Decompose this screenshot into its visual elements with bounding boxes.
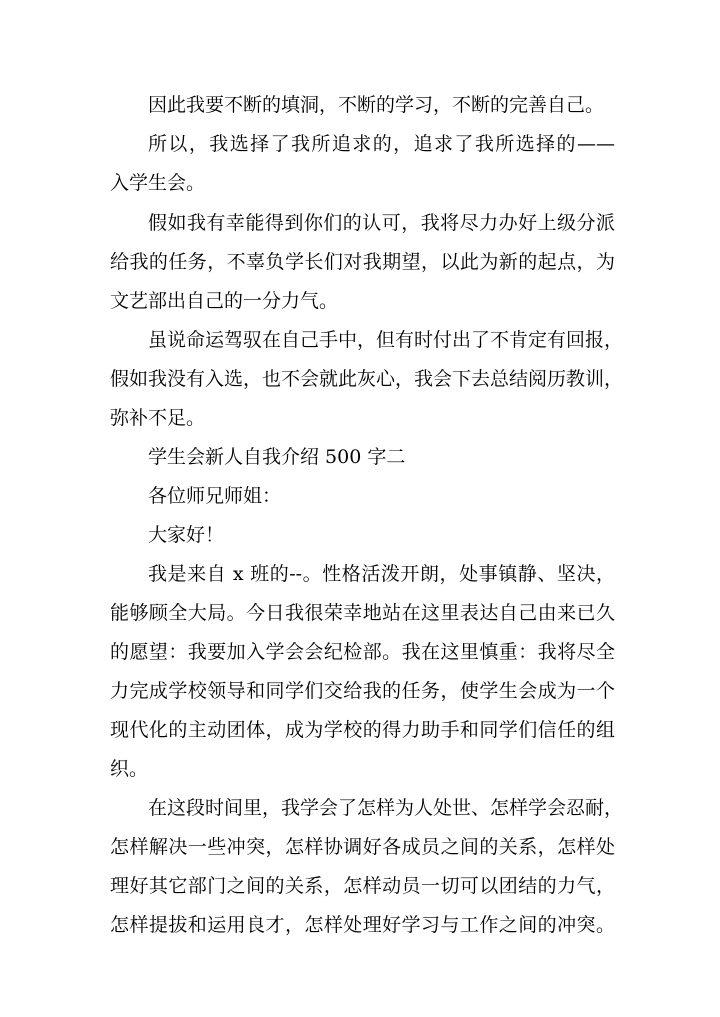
- paragraph-line: 织。: [110, 758, 149, 780]
- greeting: 大家好！: [148, 524, 225, 546]
- paragraph-line: 假如我没有入选，也不会就此灰心，我会下去总结阅历教训，: [110, 368, 624, 390]
- paragraph-line: 所以，我选择了我所追求的，追求了我所选择的——: [148, 133, 615, 155]
- paragraph-line: 入学生会。: [110, 172, 206, 194]
- paragraph-line: 我是来自 x 班的--。性格活泼开朗，处事镇静、坚决，: [148, 563, 615, 585]
- paragraph-line: 怎样解决一些冲突，怎样协调好各成员之间的关系，怎样处: [110, 836, 615, 858]
- paragraph-line: 怎样提拔和运用良才，怎样处理好学习与工作之间的冲突。: [110, 914, 615, 936]
- paragraph-line: 能够顾全大局。今日我很荣幸地站在这里表达自己由来已久: [110, 602, 615, 624]
- paragraph-line: 理好其它部门之间的关系，怎样动员一切可以团结的力气，: [110, 875, 615, 897]
- salutation: 各位师兄师姐：: [148, 485, 282, 507]
- paragraph-line: 弥补不足。: [110, 407, 206, 429]
- paragraph-line: 力完成学校领导和同学们交给我的任务，使学生会成为一个: [110, 680, 615, 702]
- paragraph-line: 在这段时间里，我学会了怎样为人处世、怎样学会忍耐，: [148, 797, 624, 819]
- paragraph-line: 的愿望：我要加入学会会纪检部。我在这里慎重：我将尽全: [110, 641, 615, 663]
- paragraph-line: 文艺部出自己的一分力气。: [110, 290, 339, 312]
- paragraph-line: 虽说命运驾驭在自己手中，但有时付出了不肯定有回报，: [148, 329, 624, 351]
- section-heading: 学生会新人自我介绍 500 字二: [148, 446, 406, 468]
- paragraph-line: 假如我有幸能得到你们的认可，我将尽力办好上级分派: [148, 212, 615, 234]
- paragraph-line: 因此我要不断的填洞，不断的学习，不断的完善自己。: [148, 94, 605, 116]
- paragraph-line: 现代化的主动团体，成为学校的得力助手和同学们信任的组: [110, 719, 615, 741]
- paragraph-line: 给我的任务，不辜负学长们对我期望，以此为新的起点，为: [110, 251, 615, 273]
